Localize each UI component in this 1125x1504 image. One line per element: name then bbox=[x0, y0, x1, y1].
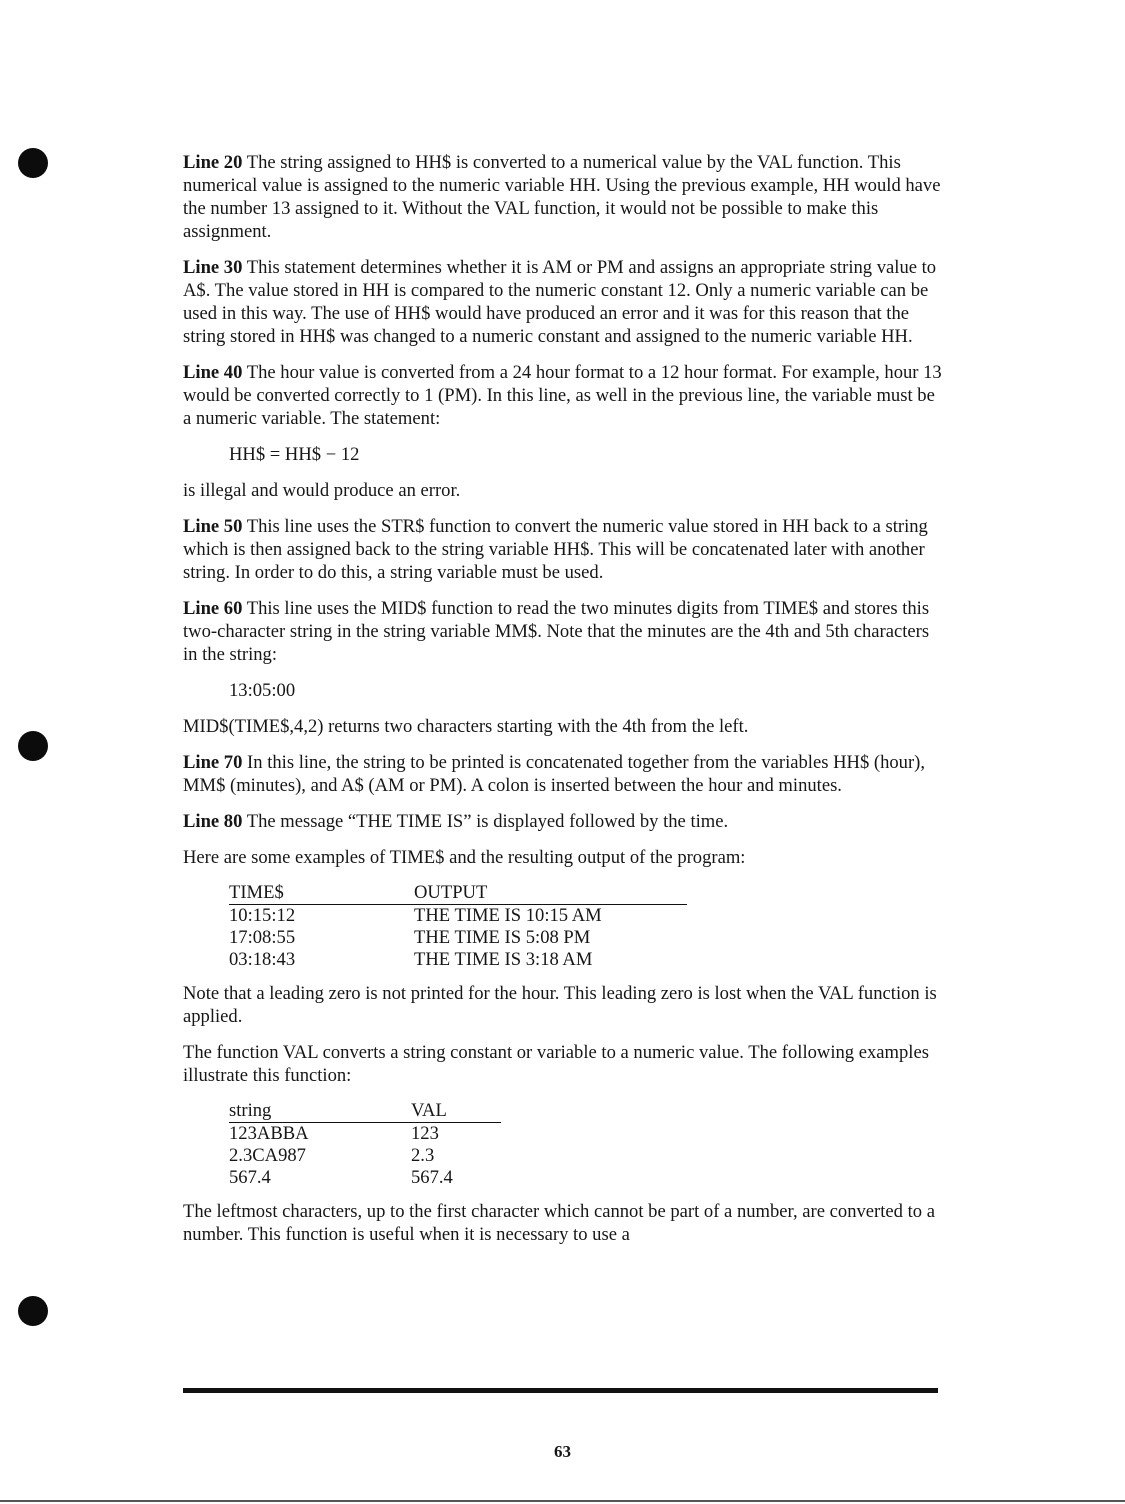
page-body bbox=[183, 151, 943, 1259]
table-cell: THE TIME IS 10:15 AM bbox=[414, 905, 602, 926]
paragraph-line-50 bbox=[183, 515, 943, 584]
column-header: TIME$ bbox=[229, 882, 414, 905]
table-cell: 123ABBA bbox=[229, 1123, 309, 1144]
table-header-row bbox=[229, 1100, 501, 1123]
paragraph-line-70 bbox=[183, 751, 943, 797]
table-header-row bbox=[229, 882, 687, 905]
table-cell: THE TIME IS 5:08 PM bbox=[414, 927, 591, 948]
paragraph-text: The message “THE TIME IS” is displayed followed by the time. bbox=[242, 811, 729, 832]
paragraph-examples: Here are some examples of TIME$ and the resulting output of the program: bbox=[183, 847, 746, 868]
binder-hole-top bbox=[18, 148, 48, 178]
column-header: OUTPUT bbox=[414, 882, 687, 905]
table-row bbox=[229, 1145, 501, 1167]
column-header: VAL bbox=[411, 1100, 501, 1123]
paragraph-last: The leftmost characters, up to the first character which cannot be part of a number, are converted to a number. This function is useful when it is necessary to use a bbox=[183, 1201, 935, 1245]
table-cell: 2.3 bbox=[411, 1145, 435, 1166]
code-statement: HH$ = HH$ − 12 bbox=[229, 444, 360, 465]
paragraph-line-30 bbox=[183, 256, 943, 348]
paragraph-text: In this line, the string to be printed is concatenated together from the variables HH$ (hour), MM$ (minutes), and A$ (AM or PM). A colon is inserted between the hour and minutes. bbox=[183, 752, 926, 796]
table-row bbox=[229, 1123, 501, 1146]
column-header: string bbox=[229, 1100, 411, 1123]
val-examples-table bbox=[229, 1100, 501, 1189]
paragraph-line-60 bbox=[183, 597, 943, 666]
page-number: 63 bbox=[554, 1442, 571, 1461]
line-label: Line 40 bbox=[183, 362, 243, 383]
table-cell: 2.3CA987 bbox=[229, 1145, 306, 1166]
line-label: Line 30 bbox=[183, 257, 243, 278]
table-row bbox=[229, 1167, 501, 1189]
code-time-example: 13:05:00 bbox=[229, 680, 296, 701]
paragraph-line-40 bbox=[183, 361, 943, 430]
table-cell: THE TIME IS 3:18 AM bbox=[414, 949, 593, 970]
paragraph-val: The function VAL converts a string constant or variable to a numeric value. The following examples illustrate this function: bbox=[183, 1042, 929, 1086]
line-label: Line 80 bbox=[183, 811, 243, 832]
paragraph-line-80 bbox=[183, 810, 943, 833]
table-cell: 03:18:43 bbox=[229, 949, 296, 970]
table-cell: 567.4 bbox=[229, 1167, 271, 1188]
page-bottom-edge bbox=[0, 1500, 1125, 1502]
table-cell: 123 bbox=[411, 1123, 439, 1144]
time-output-table bbox=[229, 882, 687, 971]
paragraph-text: This line uses the STR$ function to convert the numeric value stored in HH back to a string which is then assigned back to the string variable HH$. This will be concatenated later with another string. In order to do this, a string variable must be used. bbox=[183, 516, 928, 583]
table-row bbox=[229, 949, 687, 971]
line-label: Line 20 bbox=[183, 152, 243, 173]
line-label: Line 50 bbox=[183, 516, 243, 537]
binder-hole-bottom bbox=[18, 1296, 48, 1326]
line-label: Line 60 bbox=[183, 598, 243, 619]
table-row bbox=[229, 927, 687, 949]
table-cell: 10:15:12 bbox=[229, 905, 296, 926]
paragraph-text: This line uses the MID$ function to read the two minutes digits from TIME$ and stores this two-character string in the string variable MM$. Note that the minutes are the 4th and 5th characters in the string: bbox=[183, 598, 930, 665]
paragraph-text: The hour value is converted from a 24 hour format to a 12 hour format. For example, hour 13 would be converted correctly to 1 (PM). In this line, as well in the previous line, the variable must be a numeric variable. The statement: bbox=[183, 362, 942, 429]
binder-hole-middle bbox=[18, 731, 48, 761]
table-cell: 17:08:55 bbox=[229, 927, 296, 948]
table-row bbox=[229, 905, 687, 928]
paragraph-mid: MID$(TIME$,4,2) returns two characters starting with the 4th from the left. bbox=[183, 716, 749, 737]
paragraph-text: The string assigned to HH$ is converted to a numerical value by the VAL function. This numerical value is assigned to the numeric variable HH. Using the previous example, HH would have the number 13 assigned to it. Without the VAL function, it would not be possible to make this assignment. bbox=[183, 152, 941, 242]
paragraph-illegal: is illegal and would produce an error. bbox=[183, 480, 461, 501]
table-cell: 567.4 bbox=[411, 1167, 453, 1188]
paragraph-text: This statement determines whether it is AM or PM and assigns an appropriate string value to A$. The value stored in HH is compared to the numeric constant 12. Only a numeric variable can be used in this way. The use of HH$ would have produced an error and it was for this reason that the string stored in HH$ was changed to a numeric constant and assigned to the numeric variable HH. bbox=[183, 257, 937, 347]
footer-rule bbox=[183, 1388, 938, 1393]
paragraph-line-20 bbox=[183, 151, 943, 243]
paragraph-note: Note that a leading zero is not printed for the hour. This leading zero is lost when the VAL function is applied. bbox=[183, 983, 937, 1027]
line-label: Line 70 bbox=[183, 752, 243, 773]
